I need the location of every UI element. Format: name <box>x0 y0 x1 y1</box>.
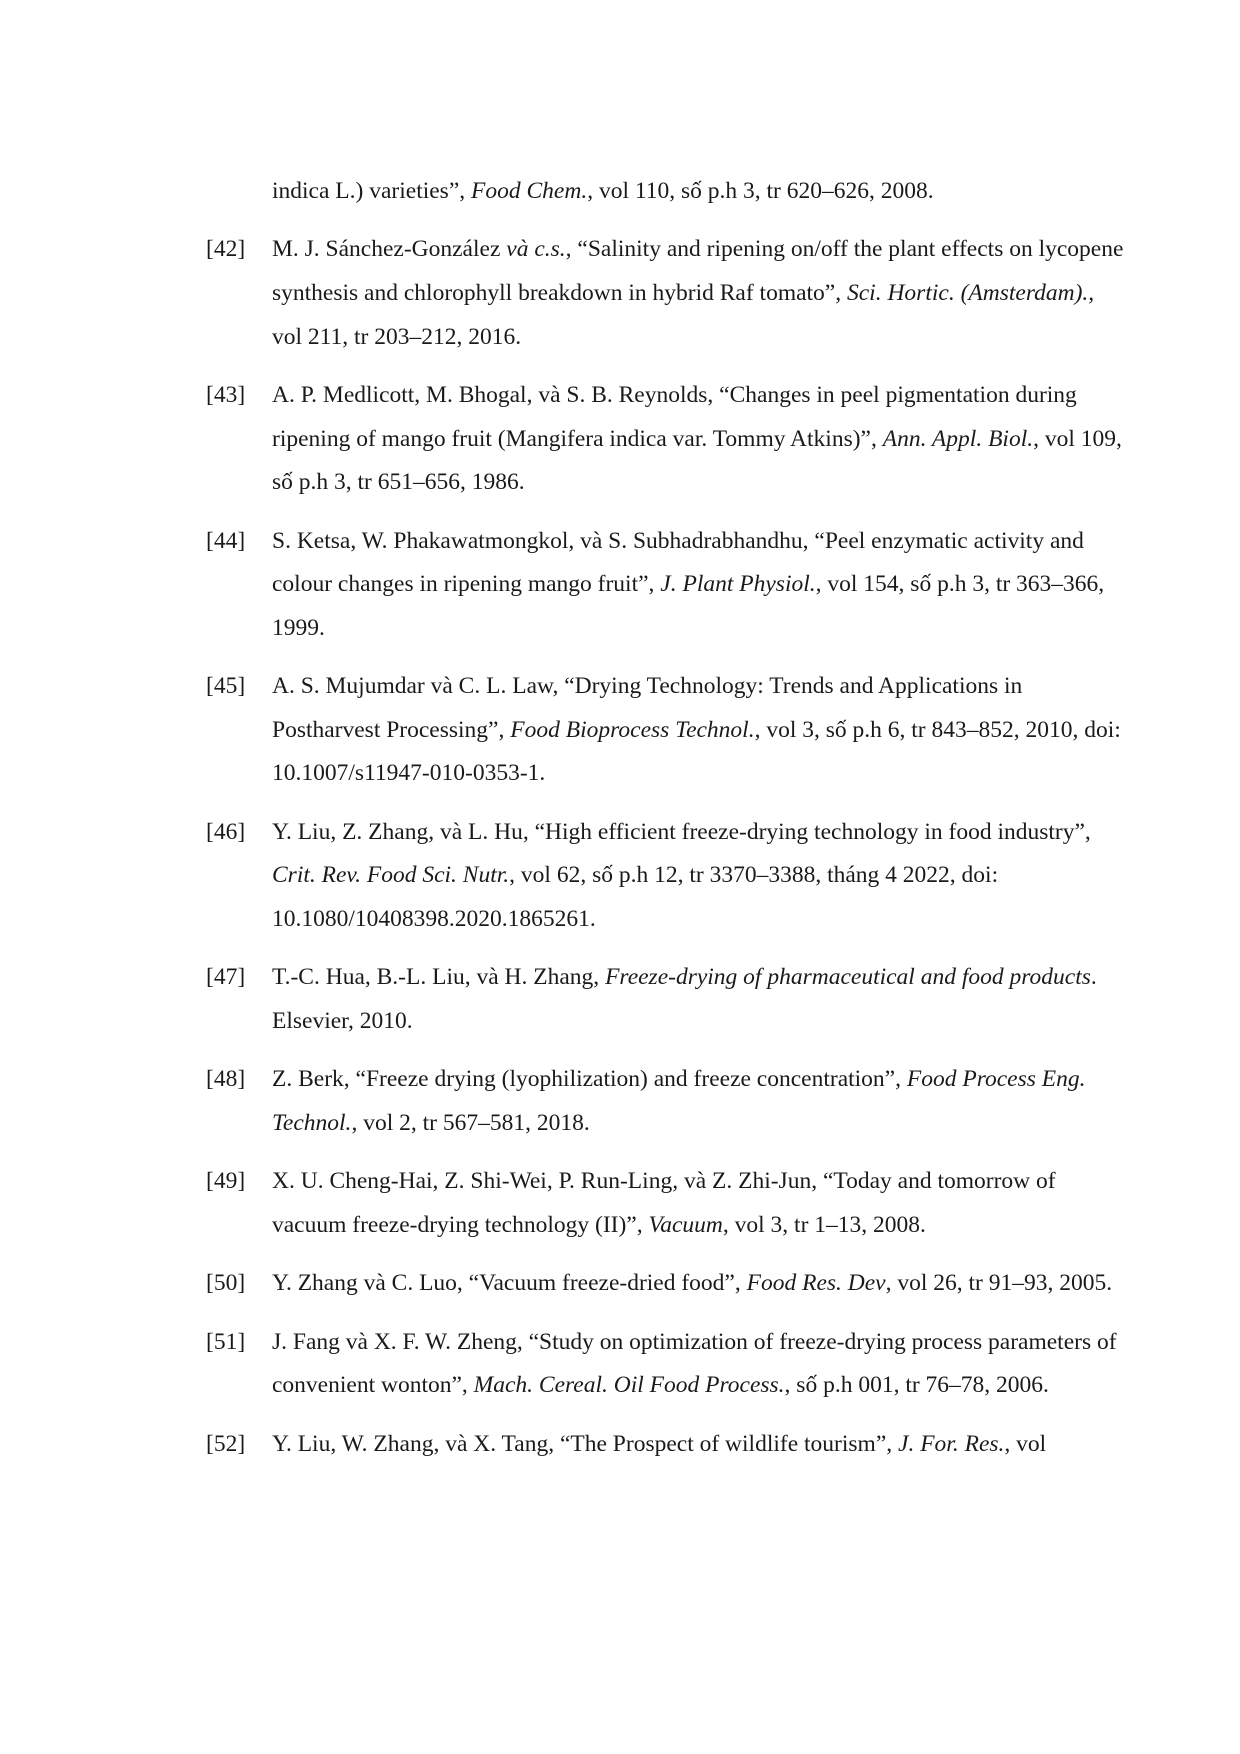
reference-entry <box>206 1160 1126 1247</box>
reference-number: [42] <box>206 236 246 263</box>
reference-entry <box>206 1058 1126 1145</box>
reference-entry <box>206 228 1126 359</box>
reference-source-title: Vacuum <box>648 1211 723 1238</box>
reference-entry <box>206 811 1126 942</box>
reference-text-segment: Y. Liu, Z. Zhang, và L. Hu, “High efficient freeze-drying technology in food industry”, <box>272 818 1091 845</box>
reference-text-segment: J. Fang và X. F. W. Zheng, “Study on optimization of freeze-drying process parameters of convenient wonton”, <box>272 1328 1117 1399</box>
reference-text-segment: A. P. Medlicott, M. Bhogal, và S. B. Reynolds, “Changes in peel pigmentation during ripening of mango fruit (Mangifera indica var. Tommy Atkins)”, <box>272 381 1077 452</box>
reference-text-segment: A. S. Mujumdar và C. L. Law, “Drying Technology: Trends and Applications in Postharvest Processing”, <box>272 673 1023 743</box>
reference-text-segment: , “Salinity and ripening on/off the plant effects on lycopene synthesis and chlorophyll breakdown in hybrid Raf tomato”, <box>272 236 1124 306</box>
reference-text-segment: . Elsevier, 2010. <box>272 964 1097 1034</box>
reference-source-title: Food Process Eng. Technol. <box>272 1066 1086 1136</box>
reference-entry <box>206 1321 1126 1408</box>
reference-text-segment: Y. Zhang và C. Luo, “Vacuum freeze-dried food”, <box>272 1270 747 1297</box>
reference-text-segment: indica L.) varieties”, <box>272 178 472 204</box>
reference-source-title: Freeze-drying of pharmaceutical and food products <box>605 964 1091 991</box>
reference-text-segment: , vol 3, tr 1–13, 2008. <box>722 1211 926 1238</box>
reference-text-segment: , vol 62, số p.h 12, tr 3370–3388, tháng 4 2022, doi: 10.1080/10408398.2020.1865261. <box>272 862 999 932</box>
reference-source-title: và c.s. <box>506 236 566 263</box>
reference-source-title: Ann. Appl. Biol. <box>882 425 1034 452</box>
reference-text-segment: , vol 109, số p.h 3, tr 651–656, 1986. <box>272 425 1122 496</box>
reference-text-segment: Z. Berk, “Freeze drying (lyophilization) and freeze concentration”, <box>272 1066 907 1093</box>
reference-source-title: Food Res. Dev <box>746 1270 886 1297</box>
reference-text <box>272 964 1097 1034</box>
reference-text-segment: X. U. Cheng-Hai, Z. Shi-Wei, P. Run-Ling, và Z. Zhi-Jun, “Today and tomorrow of vacuum freeze-drying technology (II)”, <box>272 1168 1056 1238</box>
reference-text-segment: T.-C. Hua, B.-L. Liu, và H. Zhang, <box>272 964 606 991</box>
reference-text-segment: , vol 3, số p.h 6, tr 843–852, 2010, doi: 10.1007/s11947-010-0353-1. <box>272 716 1121 787</box>
reference-text <box>272 819 1091 932</box>
reference-source-title: Sci. Hortic. (Amsterdam). <box>847 279 1089 306</box>
reference-text <box>272 1270 1112 1296</box>
reference-source-title: Food Chem. <box>471 178 588 204</box>
reference-text <box>272 528 1104 641</box>
reference-text-segment: , vol 26, tr 91–93, 2005. <box>885 1270 1113 1297</box>
reference-list <box>206 170 1126 1481</box>
reference-text <box>272 178 934 204</box>
reference-entry <box>206 374 1126 505</box>
reference-number: [51] <box>206 1328 246 1355</box>
reference-number: [52] <box>206 1430 246 1457</box>
reference-number: [46] <box>206 818 246 845</box>
reference-continuation <box>206 170 1126 214</box>
reference-text-segment: Y. Liu, W. Zhang, và X. Tang, “The Prospect of wildlife tourism”, <box>272 1430 899 1457</box>
reference-source-title: J. For. Res. <box>898 1430 1005 1457</box>
reference-text <box>272 1168 1056 1238</box>
reference-number: [47] <box>206 964 246 991</box>
reference-source-title: J. Plant Physiol. <box>660 571 816 598</box>
reference-text-segment: , vol <box>1004 1430 1047 1457</box>
reference-text-segment: , vol 154, số p.h 3, tr 363–366, 1999. <box>272 571 1105 641</box>
reference-number: [44] <box>206 527 246 554</box>
reference-text <box>272 236 1123 349</box>
reference-number: [45] <box>206 673 246 700</box>
reference-text-segment: , số p.h 001, tr 76–78, 2006. <box>784 1372 1049 1399</box>
reference-text <box>272 673 1121 786</box>
reference-text <box>272 1066 1086 1136</box>
reference-text-segment: , vol 2, tr 567–581, 2018. <box>351 1109 590 1136</box>
reference-source-title: Food Bioprocess Technol. <box>510 716 755 743</box>
reference-entry <box>206 1423 1126 1467</box>
reference-text-segment: , vol 110, số p.h 3, tr 620–626, 2008. <box>587 178 934 204</box>
reference-entry <box>206 520 1126 651</box>
reference-source-title: Mach. Cereal. Oil Food Process. <box>473 1372 785 1399</box>
reference-number: [43] <box>206 381 246 408</box>
reference-text-segment: S. Ketsa, W. Phakawatmongkol, và S. Subhadrabhandhu, “Peel enzymatic activity and colour changes in ripening mango fruit”, <box>272 527 1084 598</box>
reference-number: [48] <box>206 1066 246 1093</box>
reference-text-segment: M. J. Sánchez-González <box>272 236 507 263</box>
reference-entry <box>206 1262 1126 1306</box>
reference-entry <box>206 956 1126 1043</box>
reference-text <box>272 1329 1117 1399</box>
reference-text <box>272 1431 1046 1457</box>
reference-number: [50] <box>206 1270 246 1297</box>
reference-text <box>272 382 1122 495</box>
reference-number: [49] <box>206 1168 246 1195</box>
reference-text-segment: , vol 211, tr 203–212, 2016. <box>272 279 1095 350</box>
reference-entry <box>206 665 1126 796</box>
reference-source-title: Crit. Rev. Food Sci. Nutr. <box>272 862 510 889</box>
